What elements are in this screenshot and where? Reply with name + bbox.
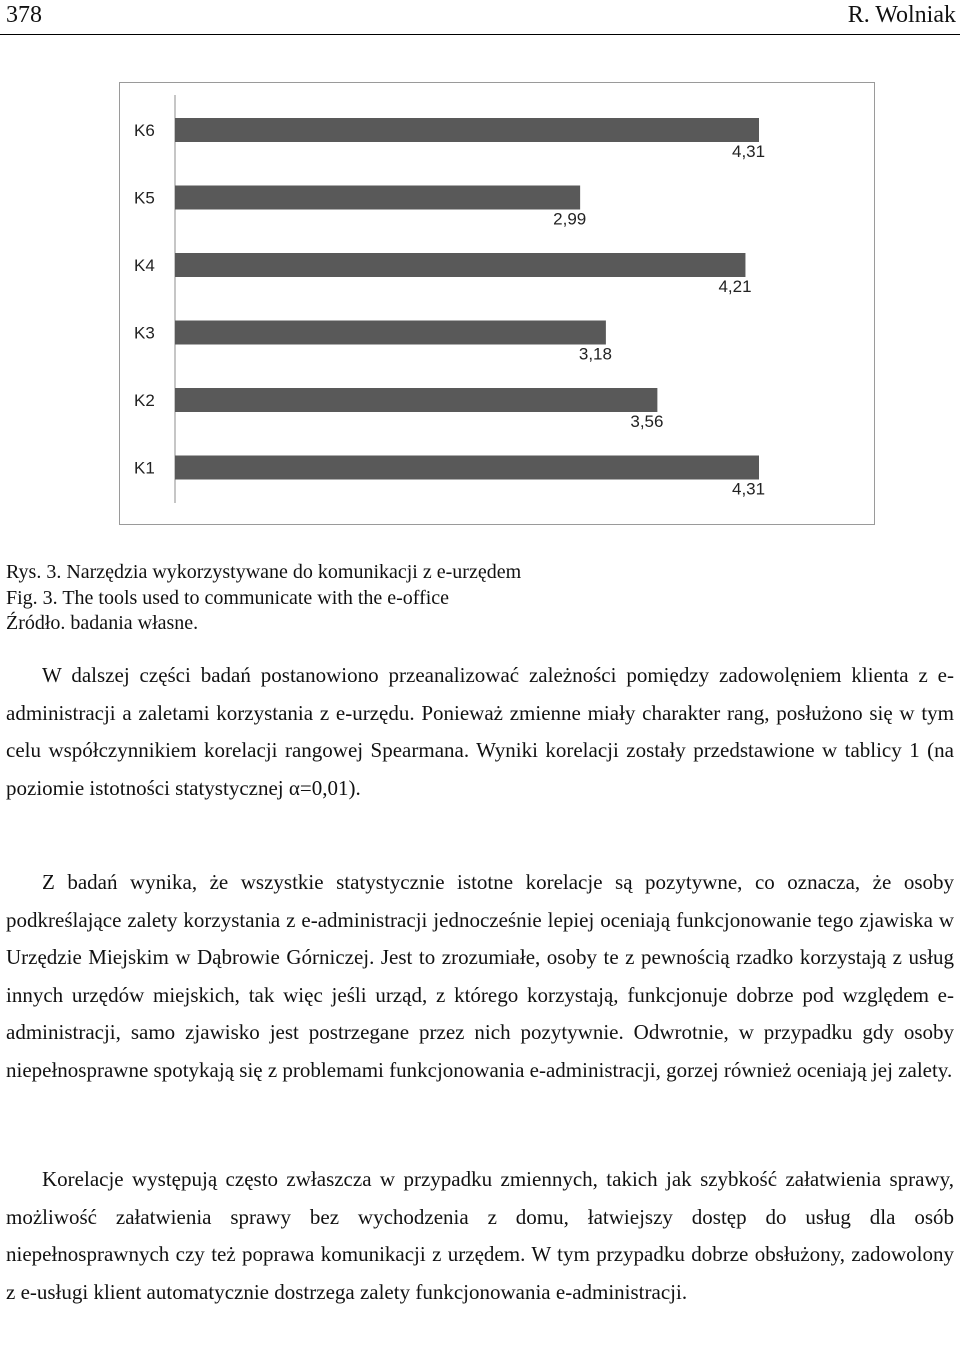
page-number: 378 [6, 2, 42, 28]
figure-source: Źródło. badania własne. [6, 612, 199, 634]
value-label-k6: 4,31 [732, 142, 766, 161]
category-label-k6: K6 [134, 121, 155, 140]
category-label-k1: K1 [134, 458, 155, 478]
bar-chart [119, 82, 875, 525]
header-rule [0, 34, 960, 35]
bar-k4 [175, 253, 745, 277]
figure-caption-en: Fig. 3. The tools used to communicate with the e-office [6, 587, 450, 609]
value-label-k4: 4,21 [718, 277, 752, 296]
bar-k3 [175, 321, 606, 345]
bar-k6 [175, 118, 759, 142]
running-head-author: R. Wolniak [847, 2, 956, 28]
bar-k1 [175, 456, 759, 480]
category-label-k2: K2 [134, 391, 155, 410]
category-label-k5: K5 [134, 188, 155, 208]
bar-k2 [175, 388, 657, 412]
value-label-k1: 4,31 [732, 479, 766, 499]
category-label-k4: K4 [134, 256, 155, 275]
value-label-k5: 2,99 [553, 209, 587, 229]
value-label-k2: 3,56 [630, 412, 664, 431]
category-label-k3: K3 [134, 323, 155, 343]
page-header [0, 0, 960, 36]
body-paragraph-3: Korelacje występują często zwłaszcza w przypadku zmiennych, takich jak szybkość załatwienia sprawy, możliwość załatwienia sprawy bez wychodzenia z domu, łatwiejszy dostęp do usług dla osób niepełnosprawnych czy też poprawa komunikacji z urzędem. W tym przypadku dobrze obsłużony, zadowolony z e-usługi klient automatycznie dostrzega zalety funkcjonowania e-administracji. [6, 1167, 954, 1304]
bar-k5 [175, 186, 580, 210]
figure-caption-pl: Rys. 3. Narzędzia wykorzystywane do komunikacji z e-urzędem [6, 561, 522, 583]
body-paragraph-1: W dalszej części badań postanowiono przeanalizować zależności pomiędzy zadowolęniem klienta z e-administracji a zaletami korzystania z e-urzędu. Ponieważ zmienne miały charakter rang, posłużono się w tym celu współczynnikiem korelacji rangowej Spearmana. Wyniki korelacji zostały przedstawione w tablicy 1 (na poziomie istotności statystycznej α=0,01). [6, 663, 954, 800]
bar-chart-canvas [120, 83, 876, 526]
body-paragraph-2: Z badań wynika, że wszystkie statystycznie istotne korelacje są pozytywne, co oznacza, że osoby podkreślające zalety korzystania z e-administracji jednocześnie lepiej oceniają funkcjonowanie tego zjawiska w Urzędzie Miejskim w Dąbrowie Górniczej. Jest to zrozumiałe, osoby te z pewnością rzadko korzystają z usług innych urzędów miejskich, tak więc jeśli urząd, z którego korzystają, funkcjonuje dobrze pod względem e-administracji, samo zjawisko jest postrzegane przez nich pozytywnie. Odwrotnie, w przypadku gdy osoby niepełnosprawne spotykają się z problemami funkcjonowania e-administracji, gorzej również oceniają jej zalety. [6, 870, 954, 1082]
value-label-k3: 3,18 [578, 344, 612, 364]
